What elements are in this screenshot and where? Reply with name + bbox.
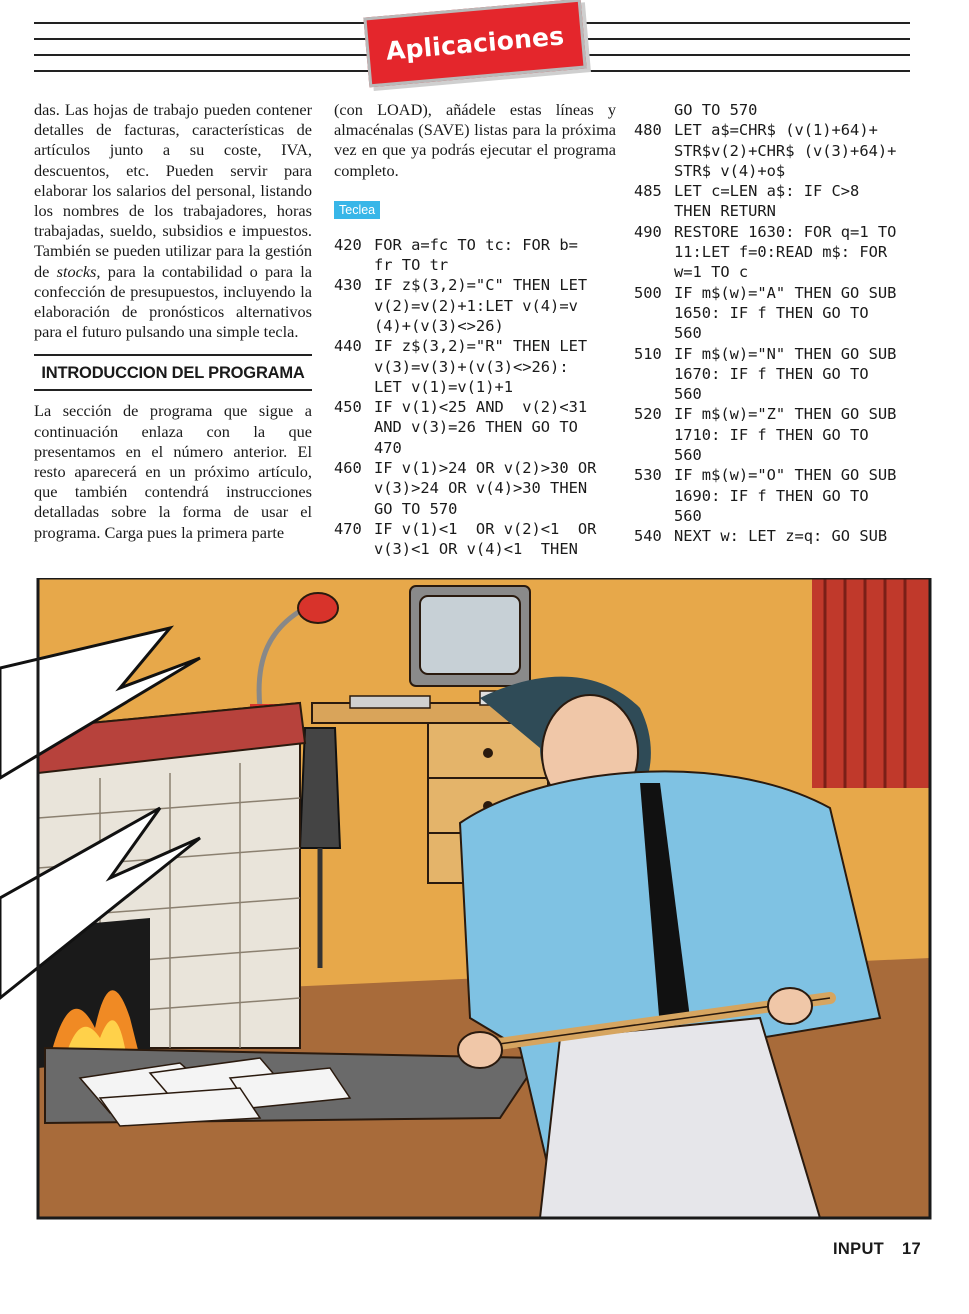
code-line-number: 485	[634, 182, 662, 201]
code-line-text: LET c=LEN a$: IF C>8 THEN RETURN	[674, 182, 860, 221]
code-line-number: 430	[334, 276, 362, 295]
code-line-text: IF m$(w)="Z" THEN GO SUB 1710: IF f THEN GO TO 560	[674, 405, 897, 465]
code-line-number: 420	[334, 235, 362, 254]
code-line	[334, 458, 616, 519]
code-line-number: 470	[334, 519, 362, 538]
code-line-number: 440	[334, 337, 362, 356]
illustration-man-burning-papers	[0, 578, 969, 1230]
section-banner-label: Aplicaciones	[384, 20, 566, 66]
code-line-text: IF v(1)<25 AND v(2)<31 AND v(3)=26 THEN GO TO 470	[374, 398, 588, 457]
section-heading: INTRODUCCION DEL PROGRAMA	[34, 354, 312, 391]
code-line-number: 510	[634, 344, 662, 363]
code-listing-left	[334, 235, 616, 560]
code-line	[634, 465, 934, 526]
code-line	[634, 120, 934, 181]
code-line-text: IF v(1)>24 OR v(2)>30 OR v(3)>24 OR v(4)>30 THEN GO TO 570	[374, 459, 597, 518]
code-line-text: LET a$=CHR$ (v(1)+64)+ STR$v(2)+CHR$ (v(3)+64)+ STR$ v(4)+o$	[674, 121, 897, 180]
code-line	[634, 181, 934, 222]
code-line	[634, 344, 934, 405]
magazine-name: INPUT	[833, 1240, 885, 1258]
code-line-text: IF m$(w)="A" THEN GO SUB 1650: IF f THEN GO TO 560	[674, 283, 897, 343]
code-line-text: FOR a=fc TO tc: FOR b= fr TO tr	[374, 235, 578, 275]
code-line-text: IF z$(3,2)="C" THEN LET v(2)=v(2)+1:LET v(4)=v (4)+(v(3)<>26)	[374, 276, 588, 335]
code-line	[334, 235, 616, 276]
code-line-number: 490	[634, 222, 662, 241]
header-rules-right	[580, 22, 910, 72]
code-line-number: 450	[334, 398, 362, 417]
code-listing-right	[634, 100, 934, 547]
teclea-label: Teclea	[334, 201, 380, 219]
code-line	[334, 336, 616, 397]
code-line	[334, 275, 616, 336]
code-line	[634, 222, 934, 283]
paragraph-program: La sección de programa que sigue a continuación enlaza con la que presentamos en el número anterior. El resto aparecerá en un próximo artículo, que también contendrá instrucciones detalladas sobre la forma de usar el programa. Carga pues la primera parte	[34, 401, 312, 542]
paragraph-intro	[34, 100, 312, 342]
section-banner	[363, 0, 586, 87]
code-line-text: RESTORE 1630: FOR q=1 TO 11:LET f=0:READ m$: FOR w=1 TO c	[674, 222, 897, 282]
code-line-number: 540	[634, 527, 662, 546]
paragraph-intro-end: para la contabilidad o para la confección de presupuestos, incluyendo la elaboración de pronósticos alternativos para el futuro pulsando una simple tecla.	[34, 261, 312, 342]
code-line-number: 520	[634, 405, 662, 424]
page-number: 17	[902, 1240, 921, 1258]
code-line	[334, 519, 616, 560]
page-footer	[833, 1240, 921, 1259]
text-column-3	[634, 100, 934, 547]
text-column-2	[334, 100, 616, 560]
code-line-text: NEXT w: LET z=q: GO SUB	[674, 527, 888, 546]
code-line-number: 530	[634, 466, 662, 485]
header-rules-left	[34, 22, 374, 72]
code-line-text: GO TO 570	[674, 101, 758, 119]
code-line-number: 500	[634, 283, 662, 302]
paragraph-load: (con LOAD), añádele estas líneas y almacénalas (SAVE) listas para la próxima vez en que ya podrás ejecutar el programa completo.	[334, 100, 616, 180]
code-line-text: IF z$(3,2)="R" THEN LET v(3)=v(3)+(v(3)<>26): LET v(1)=v(1)+1	[374, 337, 588, 396]
code-line-number: 460	[334, 459, 362, 478]
code-line	[634, 526, 934, 546]
code-line-text: IF v(1)<1 OR v(2)<1 OR v(3)<1 OR v(4)<1 THEN	[374, 519, 597, 559]
text-column-1	[34, 100, 312, 543]
code-line-text: IF m$(w)="O" THEN GO SUB 1690: IF f THEN GO TO 560	[674, 466, 897, 525]
italic-term: stocks,	[56, 261, 101, 281]
code-line-text: IF m$(w)="N" THEN GO SUB 1670: IF f THEN GO TO 560	[674, 344, 897, 404]
code-line	[634, 283, 934, 344]
code-line-number	[634, 100, 674, 120]
code-line	[634, 404, 934, 465]
paragraph-intro-text: das. Las hojas de trabajo pueden contener detalles de facturas, características de artículos junto a su coste, IVA, descuentos, etc. Pueden servir para elaborar los salarios del personal, listando los nombres de los trabajadores, horas trabajadas, sueldo, subsidios e impuestos. También se pueden utilizar para la gestión de	[34, 100, 312, 281]
code-line-number: 480	[634, 121, 662, 140]
code-line	[334, 397, 616, 458]
code-line	[634, 100, 934, 120]
